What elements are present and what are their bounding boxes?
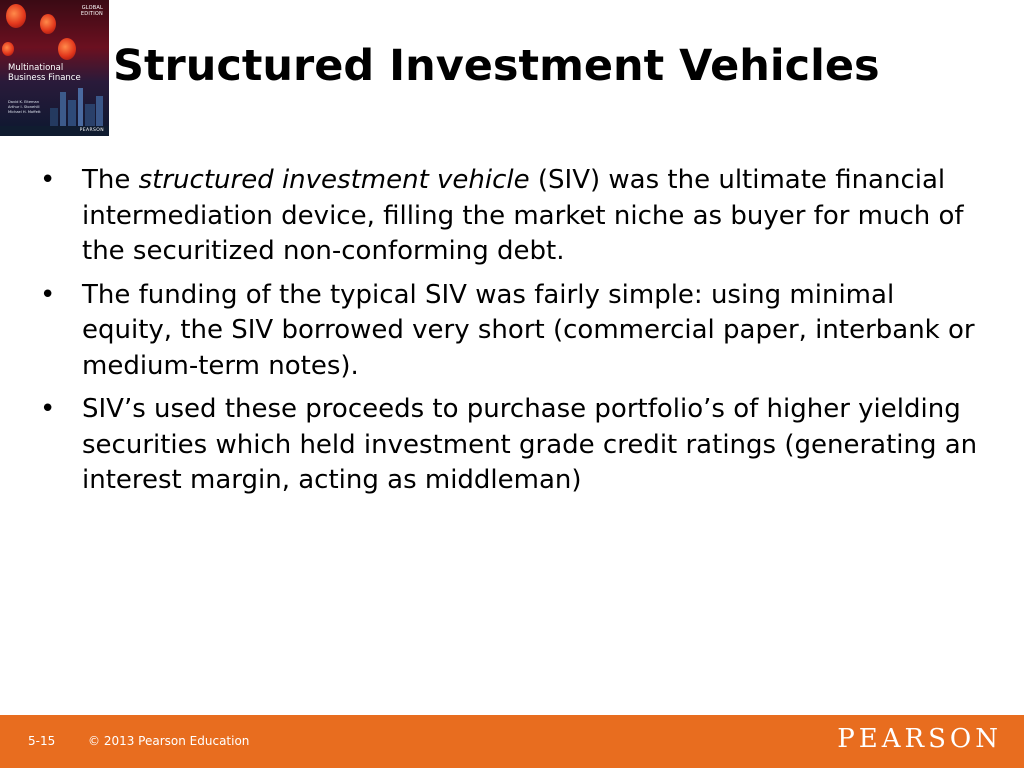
bullet-item [40,392,985,499]
bullet-text: The funding of the typical SIV was fairly simple: using minimal equity, the SIV borrowed very short (commercial paper, interbank or medium-term notes). [82,279,975,381]
bullet-icon: • [40,394,56,424]
lantern-icon [6,4,26,28]
bullet-item [40,163,985,270]
slide-number: 5-15 [28,734,56,748]
pearson-logo: PEARSON [837,724,1002,754]
cover-edition: GLOBAL EDITION [80,5,103,17]
bullet-text: SIV’s used these proceeds to purchase portfolio’s of higher yielding securities which held investment grade credit ratings (generating an interest margin, acting as middleman) [82,394,978,495]
footer-bar [0,715,1024,768]
cover-author: Arthur I. Stonehill [8,105,40,109]
bullet-item [40,278,985,385]
bullet-text-after: (SIV) was the ultimate financial intermediation device, filling the market niche as buyer for much of the securitized non-conforming debt. [82,165,964,266]
cover-author: Michael H. Moffett [8,110,41,114]
book-cover-thumbnail [0,0,109,136]
cover-authors [8,100,41,115]
bullet-text-before: The [82,165,139,195]
bullet-icon: • [40,279,56,310]
lantern-icon [40,14,56,34]
bullet-icon: • [40,165,56,195]
slide-title: Structured Investment Vehicles [113,41,880,91]
cover-title [8,63,81,83]
cover-publisher: PEARSON [79,128,104,133]
bullet-list [40,163,985,507]
bullet-text-italic: structured investment vehicle [138,165,530,195]
cover-author: David K. Eiteman [8,100,40,104]
lantern-icon [2,42,14,56]
cover-title-line2: Business Finance [8,73,81,83]
lantern-icon [58,38,76,60]
cover-title-line1: Multinational [8,63,64,73]
copyright-text: © 2013 Pearson Education [88,734,250,748]
